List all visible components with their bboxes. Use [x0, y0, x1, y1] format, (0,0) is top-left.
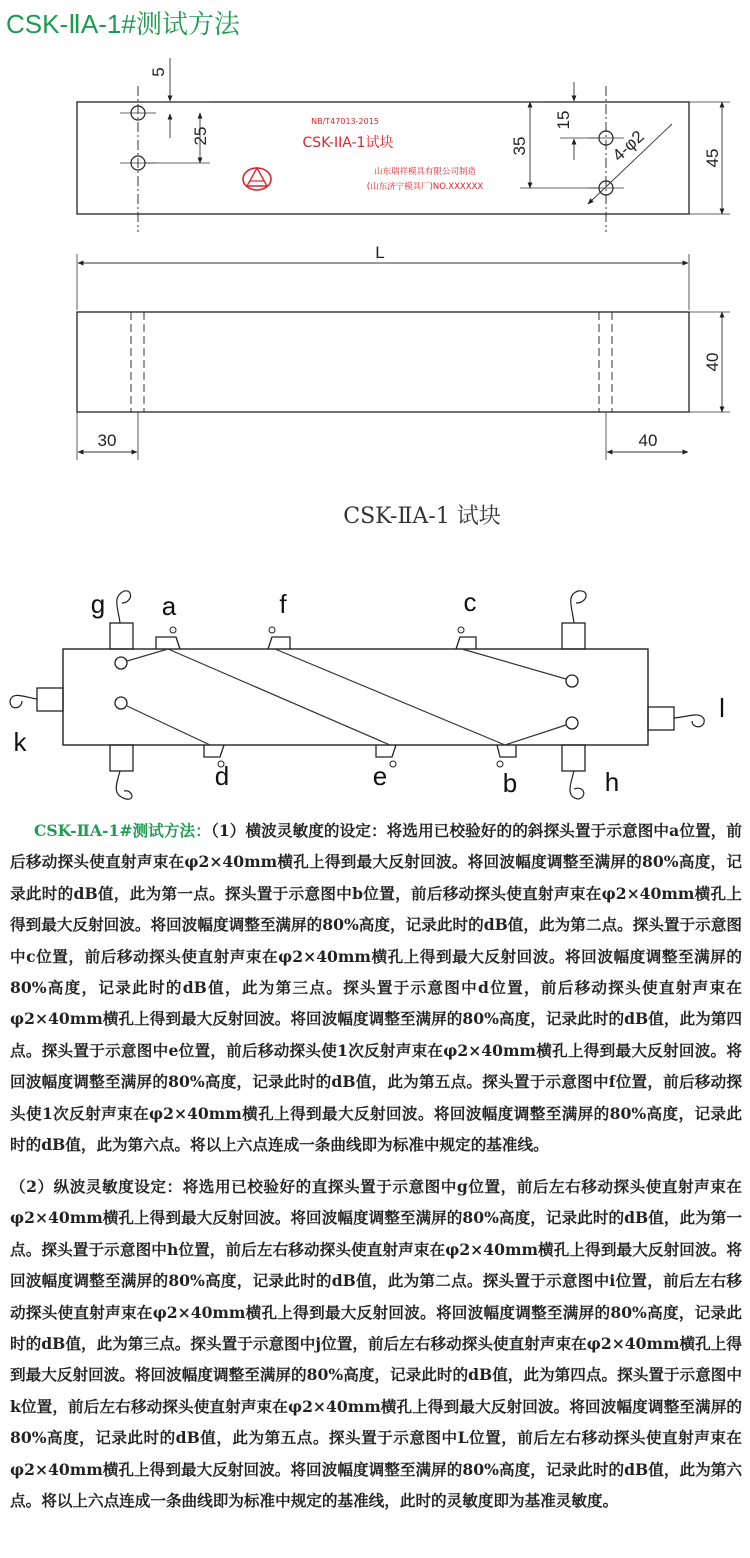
- label-k: k: [13, 727, 27, 757]
- drawing-caption: CSK-ⅡA-1 试块: [343, 504, 501, 529]
- probe-a: [156, 627, 180, 649]
- label-g: g: [90, 589, 106, 619]
- hole-2: [115, 697, 127, 709]
- paragraph-heading: CSK-ⅡA-1#测试方法：: [34, 821, 211, 840]
- paragraph-transverse-sensitivity: [10, 815, 742, 1160]
- probe-f: [268, 627, 290, 649]
- paragraph-1-body: （1）横波灵敏度的设定：将选用已校验好的的斜探头置于示意图中a位置，前后移动探头使直射声束在φ2×40mm横孔上得到最大反射回波。将回波幅度调整至满屏的80%高度，记录此时的dB值，此为第一点。探头置于示意图中b位置，前后移动探头使直射声束在φ2×40mm横孔上得到最大反射回波。将回波幅度调整至满屏的80%高度，记录此时的dB值，此为第二点。探头置于示意图中c位置，前后移动探头使直射声束在φ2×40mm横孔上得到最大反射回波。将回波幅度调整至满屏的80%高度，记录此时的dB值，此为第三点。探头置于示意图中d位置，前后移动探头使直射声束在φ2×40mm横孔上得到最大反射回波。将回波幅度调整至满屏的80%高度，记录此时的dB值，此为第四点。探头置于示意图中e位置，前后移动探头使1次反射声束在φ2×40mm横孔上得到最大反射回波。将回波幅度调整至满屏的80%高度，记录此时的dB值，此为第五点。探头置于示意图中f位置，前后移动探头使1次反射声束在φ2×40mm横孔上得到最大反射回波。将回波幅度调整至满屏的80%高度，记录此时的dB值，此为第六点。将以上六点连成一条曲线即为标准中规定的基准线。: [10, 821, 742, 1155]
- label-l: l: [719, 693, 725, 723]
- dim-width: 40: [703, 352, 722, 372]
- dim-top-offset: 5: [149, 67, 168, 77]
- dim-right-span: 35: [510, 136, 529, 156]
- label-d: d: [214, 761, 230, 791]
- dim-right-offset: 40: [638, 431, 658, 450]
- page-title: CSK-ⅡA-1#测试方法: [6, 9, 240, 39]
- label-f: f: [279, 589, 287, 619]
- dim-holes-note: 4-φ2: [608, 126, 648, 166]
- probe-k: [10, 688, 63, 711]
- probe-c: [456, 627, 476, 649]
- block-side-view: [77, 102, 689, 214]
- dim-length: L: [375, 243, 385, 262]
- label-h: h: [604, 767, 620, 797]
- stamp-standard: NB/T47013-2015: [311, 117, 379, 126]
- probe-i: [110, 745, 133, 799]
- paragraph-longitudinal-sensitivity: （2）纵波灵敏度设定：将选用已校验好的直探头置于示意图中g位置，前后左右移动探头使直射声束在φ2×40mm横孔上得到最大反射回波。将回波幅度调整至满屏的80%高度，记录此时的dB值，此为第一点。探头置于示意图中h位置，前后左右移动探头使直射声束在φ2×40mm横孔上得到最大反射回波。将回波幅度调整至满屏的80%高度，记录此时的dB值，此为第二点。探头置于示意图中i位置，前后左右移动探头使直射声束在φ2×40mm横孔上得到最大反射回波。将回波幅度调整至满屏的80%高度，记录此时的dB值，此为第三点。探头置于示意图中j位置，前后左右移动探头使直射声束在φ2×40mm横孔上得到最大反射回波。将回波幅度调整至满屏的80%高度，记录此时的dB值，此为第四点。探头置于示意图中k位置，前后左右移动探头使直射声束在φ2×40mm横孔上得到最大反射回波。将回波幅度调整至满屏的80%高度，记录此时的dB值，此为第五点。探头置于示意图中L位置，前后左右移动探头使直射声束在φ2×40mm横孔上得到最大反射回波。将回波幅度调整至满屏的80%高度，记录此时的dB值，此为第六点。将以上六点连成一条曲线即为标准中规定的基准线，此时的灵敏度即为基准灵敏度。: [10, 1177, 742, 1511]
- stamp-maker-1: 山东瑞祥模具有限公司制造: [373, 167, 477, 177]
- label-b: b: [502, 768, 518, 798]
- label-a: a: [161, 591, 177, 621]
- hole-3: [566, 675, 578, 687]
- block-top-view: [77, 312, 689, 412]
- stamp-maker-2: (山东济宁模具厂)NO.XXXXXX: [366, 182, 484, 192]
- label-e: e: [372, 761, 388, 791]
- probe-h: [562, 745, 585, 799]
- probe-b: [497, 745, 516, 767]
- probe-j: [562, 591, 586, 649]
- label-c: c: [463, 587, 477, 617]
- stamp-logo-icon: [243, 168, 271, 190]
- dim-height: 45: [703, 148, 722, 168]
- probe-position-diagram: [0, 545, 750, 805]
- probe-l: [648, 707, 704, 730]
- dim-right-top: 15: [554, 110, 573, 130]
- stamp-model: CSK-IIA-1试块: [302, 135, 394, 151]
- probe-g: [110, 591, 133, 649]
- dim-left-offset: 30: [97, 431, 117, 450]
- dim-hole-spacing-left: 25: [191, 126, 210, 146]
- block-technical-drawing: [0, 0, 750, 545]
- hole-4: [566, 717, 578, 729]
- hole-1: [115, 657, 127, 669]
